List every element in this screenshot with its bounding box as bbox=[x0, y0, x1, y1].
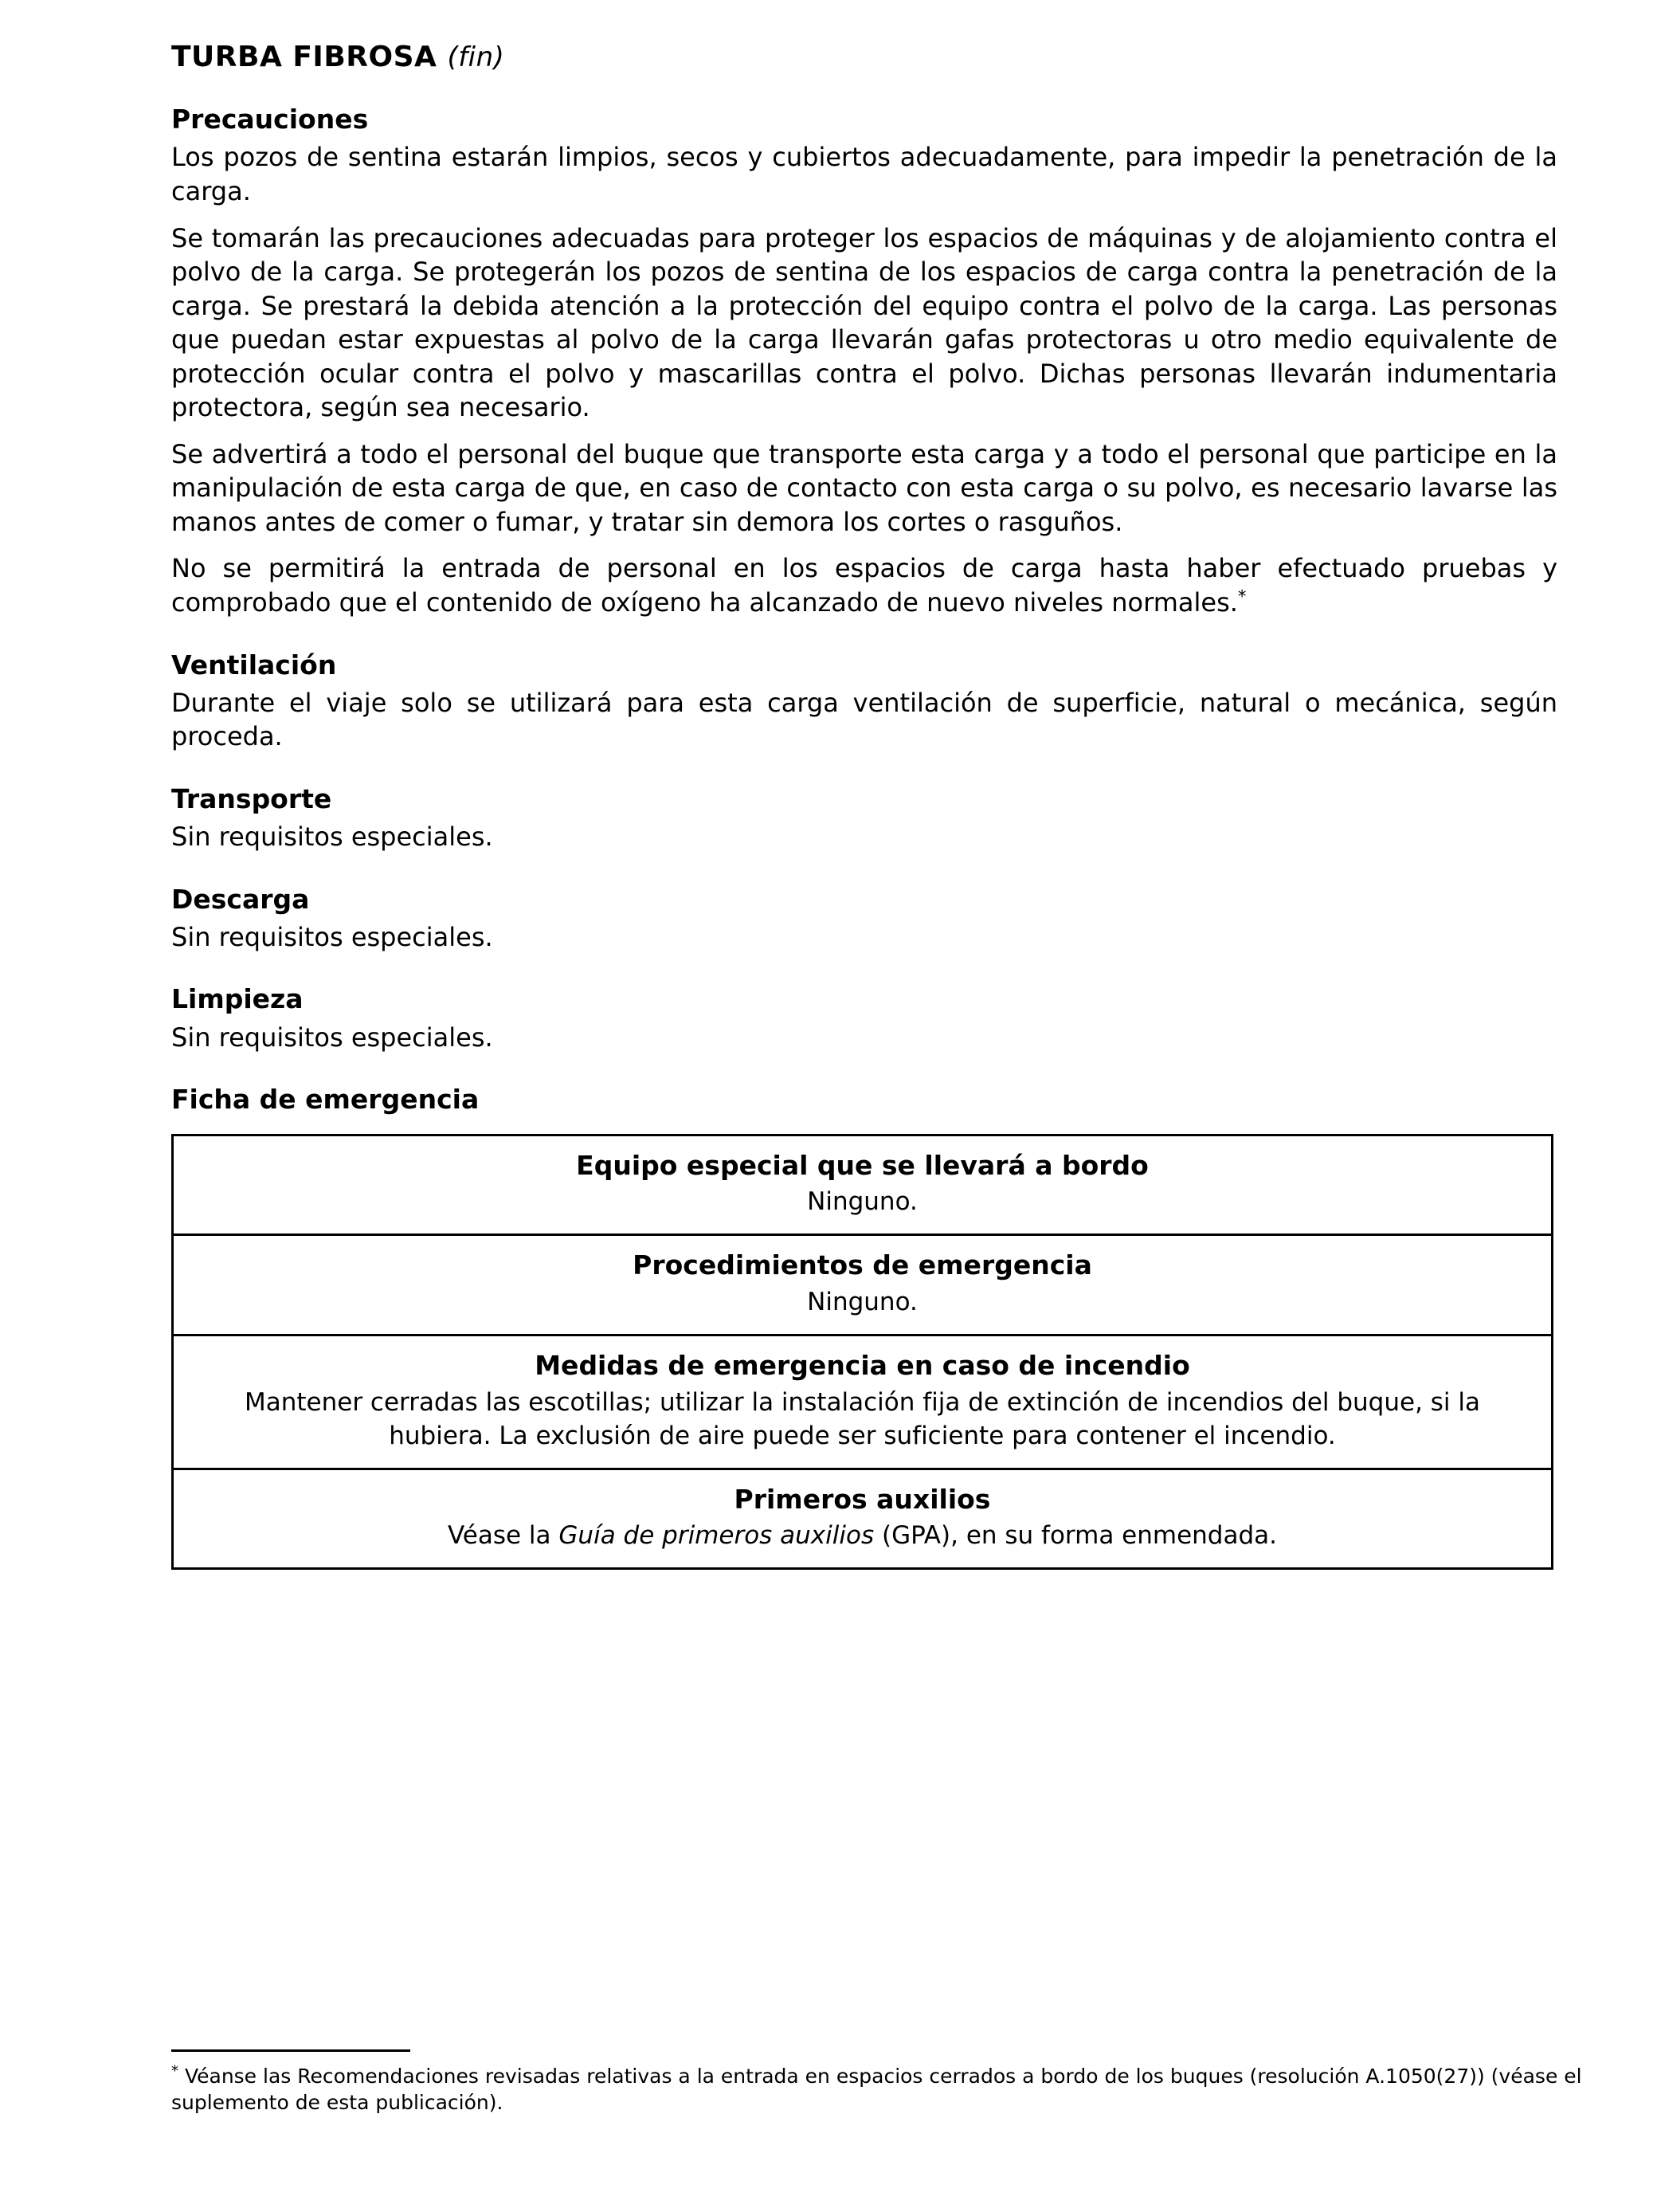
section-heading-ficha-de-emergencia: Ficha de emergencia bbox=[171, 1084, 480, 1116]
paragraph-descarga-1: Sin requisitos especiales. bbox=[171, 921, 493, 952]
section-heading-precauciones: Precauciones bbox=[171, 104, 369, 135]
emergency-body-italic-title: Guía de primeros auxilios bbox=[558, 1521, 875, 1551]
paragraph-precauciones-2: Se tomarán las precauciones adecuadas para proteger los espacios de máquinas y de alojamiento contra el polvo de la carga. Se protegerán los pozos de sentina de los espacios de carga contra la penetración de la carga. Se prestará la debida atención a la protección del equipo contra el polvo de la carga. Las personas que puedan estar expuestas al polvo de la carga llevarán gafas protectoras u otro medio equivalente de protección ocular contra el polvo y mascarillas contra el polvo. Dichas personas llevarán indumentaria protectora, según sea necesario. bbox=[171, 222, 1557, 423]
paragraph-ventilacion-1: Durante el viaje solo se utilizará para esta carga ventilación de superficie, natural o mecánica, según proceda. bbox=[171, 687, 1557, 752]
paragraph-precauciones-1: Los pozos de sentina estarán limpios, secos y cubiertos adecuadamente, para impedir la penetración de la carga. bbox=[171, 142, 1557, 206]
footnote-reference-marker: * bbox=[1237, 586, 1247, 606]
emergency-body-suffix: (GPA), en su forma enmendada. bbox=[874, 1521, 1278, 1551]
page-title bbox=[171, 40, 1557, 74]
section-heading-limpieza: Limpieza bbox=[171, 983, 304, 1015]
page-title-main: TURBA FIBROSA bbox=[171, 41, 437, 73]
emergency-row-equipo-especial bbox=[174, 1136, 1551, 1237]
emergency-row-body: Mantener cerradas las escotillas; utilizar la instalación fija de extinción de incendios del buque, si la hubiera. La exclusión de aire puede ser suficiente para contener el incendio. bbox=[245, 1387, 1480, 1450]
footnote-text bbox=[171, 2063, 1605, 2117]
emergency-row-body bbox=[193, 1520, 1532, 1553]
emergency-row-title: Procedimientos de emergencia bbox=[633, 1249, 1092, 1281]
emergency-row-procedimientos bbox=[174, 1236, 1551, 1336]
section-heading-transporte: Transporte bbox=[171, 782, 332, 814]
emergency-row-title: Equipo especial que se llevará a bordo bbox=[576, 1149, 1149, 1181]
footnote-marker: * bbox=[171, 2062, 178, 2080]
emergency-row-title: Medidas de emergencia en caso de incendio bbox=[535, 1350, 1190, 1381]
footnote-body: Véanse las Recomendaciones revisadas relativas a la entrada en espacios cerrados a bordo de los buques (resolución A.1050(27)) (véase el suplemento de esta publicación). bbox=[171, 2064, 1582, 2115]
paragraph-transporte-1: Sin requisitos especiales. bbox=[171, 822, 493, 853]
emergency-row-body: Ninguno. bbox=[807, 1288, 918, 1317]
paragraph-precauciones-4 bbox=[171, 551, 1557, 619]
emergency-row-primeros-auxilios bbox=[174, 1470, 1551, 1568]
emergency-row-medidas-incendio bbox=[174, 1336, 1551, 1470]
paragraph-limpieza-1: Sin requisitos especiales. bbox=[171, 1022, 493, 1053]
page-title-suffix: (fin) bbox=[447, 41, 505, 73]
emergency-body-prefix: Véase la bbox=[447, 1521, 559, 1551]
footnote bbox=[171, 2049, 1605, 2117]
paragraph-precauciones-4-text: No se permitirá la entrada de personal en los espacios de carga hasta haber efectuado pruebas y comprobado que el contenido de oxígeno ha alcanzado de nuevo niveles normales. bbox=[171, 553, 1557, 618]
emergency-table bbox=[171, 1134, 1553, 1571]
emergency-row-body: Ninguno. bbox=[807, 1187, 918, 1217]
section-heading-descarga: Descarga bbox=[171, 883, 310, 915]
footnote-divider bbox=[171, 2049, 410, 2052]
section-heading-ventilacion: Ventilación bbox=[171, 649, 337, 680]
paragraph-precauciones-3: Se advertirá a todo el personal del buque que transporte esta carga y a todo el personal que participe en la manipulación de esta carga de que, en caso de contacto con esta carga o su polvo, es necesario lavarse las manos antes de comer o fumar, y tratar sin demora los cortes o rasguños. bbox=[171, 438, 1557, 537]
emergency-row-title: Primeros auxilios bbox=[734, 1483, 991, 1515]
